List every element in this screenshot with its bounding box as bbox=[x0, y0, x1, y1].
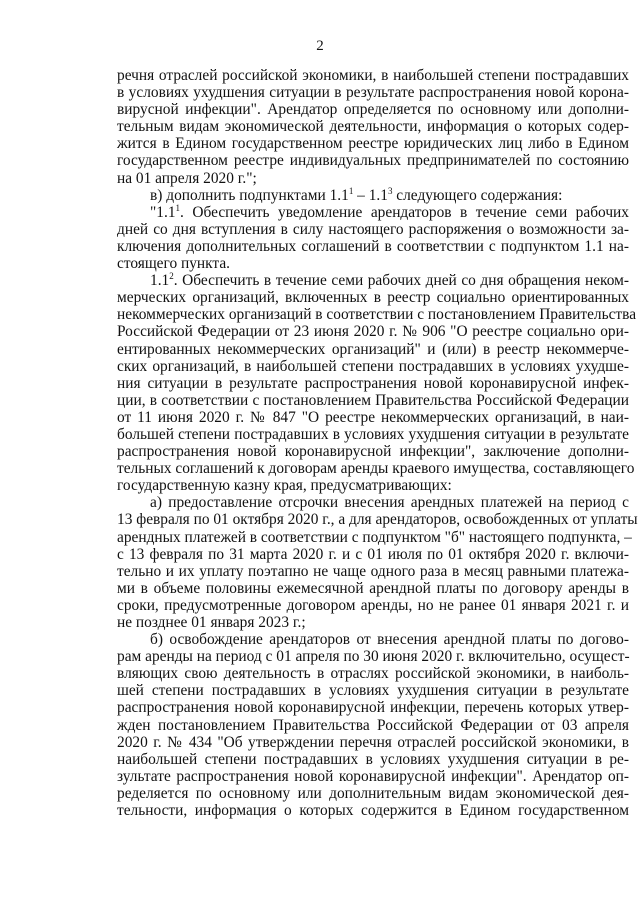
text-line bbox=[117, 717, 629, 734]
text-line bbox=[117, 67, 629, 84]
line-text: с 13 февраля по 31 марта 2020 г. и с 01 июля по 01 октября 2020 г. включи- bbox=[117, 545, 629, 563]
text-line bbox=[117, 255, 629, 272]
text-line bbox=[117, 289, 629, 306]
text-line bbox=[117, 614, 629, 631]
text-line bbox=[117, 221, 629, 238]
line-text: государственном реестре индивидуальных предпринимателей по состоянию bbox=[117, 152, 629, 170]
line-text: ределяется по основному или дополнительным видам экономической дея- bbox=[117, 784, 629, 802]
text-line bbox=[117, 597, 629, 614]
line-text: вирусной инфекции". Арендатор определяется по основному или дополни- bbox=[117, 101, 629, 119]
line-text: 1.1 bbox=[150, 272, 170, 290]
line-text: на 01 апреля 2020 г."; bbox=[117, 169, 257, 187]
line-text: жится в Едином государственном реестре юридических лиц либо в Едином bbox=[117, 135, 629, 153]
text-line bbox=[117, 785, 629, 802]
superscript: 1 bbox=[348, 185, 354, 196]
text-line bbox=[117, 152, 629, 169]
text-line bbox=[117, 187, 629, 204]
text-line bbox=[117, 392, 629, 409]
superscript: 3 bbox=[387, 185, 393, 196]
line-text: арендных платежей в соответствии с подпунктом "б" настоящего подпункта, – bbox=[117, 528, 632, 546]
text-line bbox=[117, 306, 637, 324]
text-line bbox=[117, 426, 629, 443]
text-line bbox=[117, 751, 629, 768]
line-text: мерческих организаций, включенных в реестр социально ориентированных bbox=[117, 289, 629, 307]
line-text: жден постановлением Правительства Российской Федерации от 03 апреля bbox=[117, 716, 629, 734]
line-text: распространения новой коронавирусной инфекции", заключение дополни- bbox=[117, 443, 629, 461]
line-text: тельно и их уплату поэтапно не чаще одного раза в месяц равными платежа- bbox=[117, 562, 629, 580]
line-text: – 1.1 bbox=[353, 186, 388, 204]
line-text: тельным видам экономической деятельности, информация о которых содер- bbox=[117, 118, 629, 136]
text-line bbox=[117, 409, 629, 426]
line-text: стоящего пункта. bbox=[117, 255, 231, 273]
text-line bbox=[117, 118, 629, 135]
document-body bbox=[117, 67, 638, 820]
superscript: 1 bbox=[175, 202, 181, 213]
line-text: б) освобождение арендаторов от внесения арендной платы по догово- bbox=[150, 631, 629, 649]
text-line bbox=[117, 323, 629, 340]
text-line bbox=[117, 665, 629, 682]
line-text: Российской Федерации от 23 июня 2020 г. № 906 "О реестре социально ори- bbox=[117, 323, 629, 341]
text-line bbox=[117, 631, 629, 648]
text-line bbox=[117, 135, 629, 152]
text-line bbox=[117, 238, 629, 255]
text-line bbox=[117, 443, 629, 460]
line-text: зультате распространения новой коронавирусной инфекции". Арендатор оп- bbox=[117, 767, 629, 785]
line-text: в условиях ухудшения ситуации в результате распространения новой корона- bbox=[117, 84, 629, 102]
text-line bbox=[117, 682, 629, 699]
text-line bbox=[117, 528, 632, 546]
line-text: 13 февраля по 01 октября 2020 г., а для арендаторов, освобожденных от уплаты bbox=[117, 511, 638, 529]
line-text: тельности, информация о которых содержится в Едином государственном bbox=[117, 802, 629, 820]
line-text: большей степени пострадавших в условиях ухудшения ситуации в результате bbox=[117, 425, 629, 443]
line-text: . Обеспечить в течение семи рабочих дней со дня обращения неком- bbox=[173, 272, 629, 290]
line-text: дней со дня вступления в силу настоящего распоряжения о возможности за- bbox=[117, 220, 629, 238]
text-line bbox=[117, 101, 629, 118]
line-text: ентированных некоммерческих организаций" и (или) в реестр некоммерче- bbox=[117, 340, 629, 358]
line-text: не позднее 01 января 2023 г.; bbox=[117, 614, 306, 631]
text-line bbox=[117, 204, 629, 221]
line-text: некоммерческих организаций в соответствии с постановлением Правительства bbox=[117, 306, 637, 324]
text-line bbox=[117, 734, 629, 751]
line-text: ции, в соответствии с постановлением Правительства Российской Федерации bbox=[117, 391, 629, 409]
page-number: 2 bbox=[316, 38, 324, 54]
text-line bbox=[117, 699, 629, 716]
text-line bbox=[117, 84, 629, 101]
superscript: 2 bbox=[169, 271, 174, 282]
line-text: речня отраслей российской экономики, в наибольшей степени пострадавших bbox=[117, 67, 629, 84]
line-text: в) дополнить подпунктами 1.1 bbox=[150, 186, 349, 204]
line-text: ключения дополнительных соглашений в соответствии с подпунктом 1.1 на- bbox=[117, 237, 629, 255]
text-line bbox=[117, 170, 629, 187]
text-line bbox=[117, 563, 629, 580]
text-line bbox=[117, 546, 629, 563]
text-line bbox=[117, 580, 629, 597]
line-text: государственную казну края, предусматривающих: bbox=[117, 477, 452, 495]
line-text: тельных соглашений к договорам аренды краевого имущества, составляющего bbox=[117, 460, 635, 478]
line-text: от 11 июня 2020 г. № 847 "О реестре некоммерческих организаций, в наи- bbox=[117, 408, 629, 426]
line-text: ских организаций, в наибольшей степени пострадавших в условиях ухудше- bbox=[117, 357, 629, 375]
line-text: вляющих свою деятельность в отраслях российской экономики, в наиболь- bbox=[117, 665, 629, 683]
line-text: шей степени пострадавших в условиях ухудшения ситуации в результате bbox=[117, 682, 629, 700]
line-text: ния ситуации в результате распространения новой коронавирусной инфек- bbox=[117, 374, 629, 392]
text-line bbox=[117, 768, 629, 785]
text-line bbox=[117, 648, 629, 665]
line-text: 2020 г. № 434 "Об утверждении перечня отраслей российской экономики, в bbox=[117, 733, 629, 751]
text-line bbox=[117, 272, 629, 289]
text-line bbox=[117, 477, 629, 494]
line-text: ми в объеме половины ежемесячной арендной платы по договору аренды в bbox=[117, 579, 629, 597]
line-text: наибольшей степени пострадавших в условиях ухудшения ситуации в ре- bbox=[117, 750, 629, 768]
line-text: а) предоставление отсрочки внесения арендных платежей на период с bbox=[150, 494, 629, 512]
line-text: сроки, предусмотренные договором аренды, но не ранее 01 января 2021 г. и bbox=[117, 596, 629, 614]
text-line bbox=[117, 341, 629, 358]
line-text: рам аренды на период с 01 апреля по 30 июня 2020 г. включительно, осущест- bbox=[117, 648, 630, 666]
text-line bbox=[117, 375, 629, 392]
line-text: следующего содержания: bbox=[392, 186, 563, 204]
line-text: распространения новой коронавирусной инфекции, перечень которых утвер- bbox=[117, 699, 629, 717]
text-line bbox=[117, 460, 635, 478]
text-line bbox=[117, 358, 629, 375]
text-line bbox=[117, 802, 629, 819]
text-line bbox=[117, 494, 629, 511]
line-text: . Обеспечить уведомление арендаторов в течение семи рабочих bbox=[180, 203, 629, 221]
line-text: "1.1 bbox=[150, 203, 176, 221]
text-line bbox=[117, 511, 638, 529]
